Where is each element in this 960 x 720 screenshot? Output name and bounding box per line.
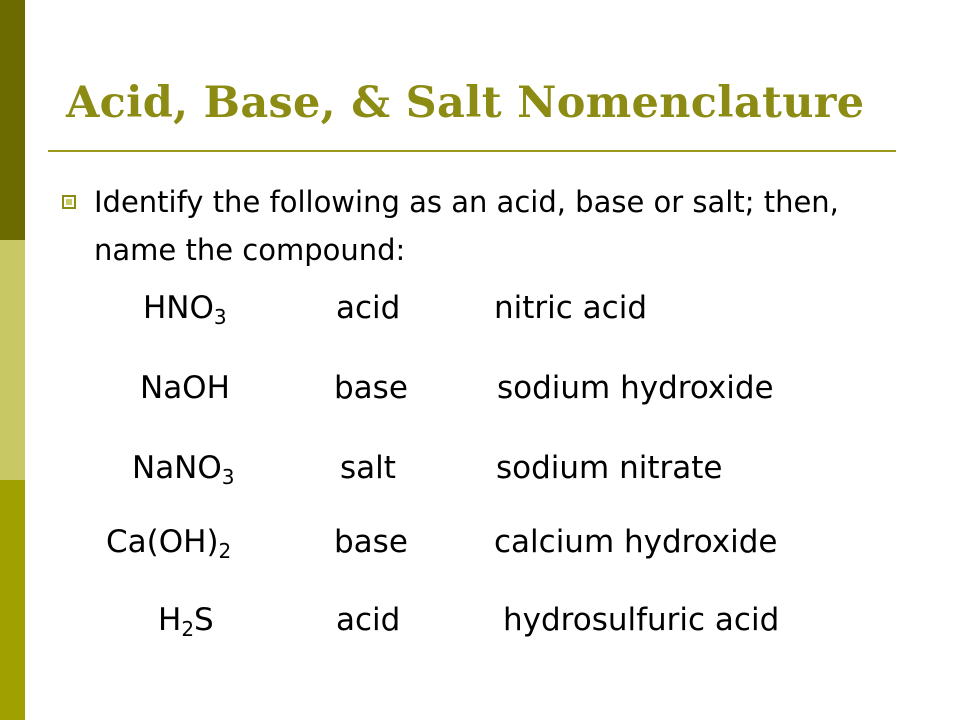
title-divider [48,150,896,152]
formula-cell: $Ca(OH)_2$ [106,524,232,563]
formula-cell: NaOH [140,370,230,406]
accent-bar-middle [0,240,25,480]
compound-name-cell: nitric acid [494,290,648,326]
compound-name-cell: calcium hydroxide [494,524,778,560]
compound-type-cell: acid [336,602,401,638]
compound-name-cell: sodium hydroxide [497,370,774,406]
slide-title: Acid, Base, & Salt Nomenclature [66,78,865,128]
compound-type-cell: base [334,370,408,406]
bullet-text: Identify the following as an acid, base or salt; then, name the compound: [94,185,839,267]
compound-name-cell: sodium nitrate [496,450,723,486]
formula-cell: $H_2S$ [158,602,214,641]
accent-bar-bottom [0,480,25,720]
compound-name-cell: hydrosulfuric acid [503,602,780,638]
accent-bar-top [0,0,25,240]
compound-type-cell: base [334,524,408,560]
square-bullet-icon [62,195,76,209]
formula-cell: $HNO_3$ [143,290,227,329]
compound-type-cell: acid [336,290,401,326]
compound-type-cell: salt [340,450,396,486]
formula-cell: NaNO$_3$ [132,450,235,489]
